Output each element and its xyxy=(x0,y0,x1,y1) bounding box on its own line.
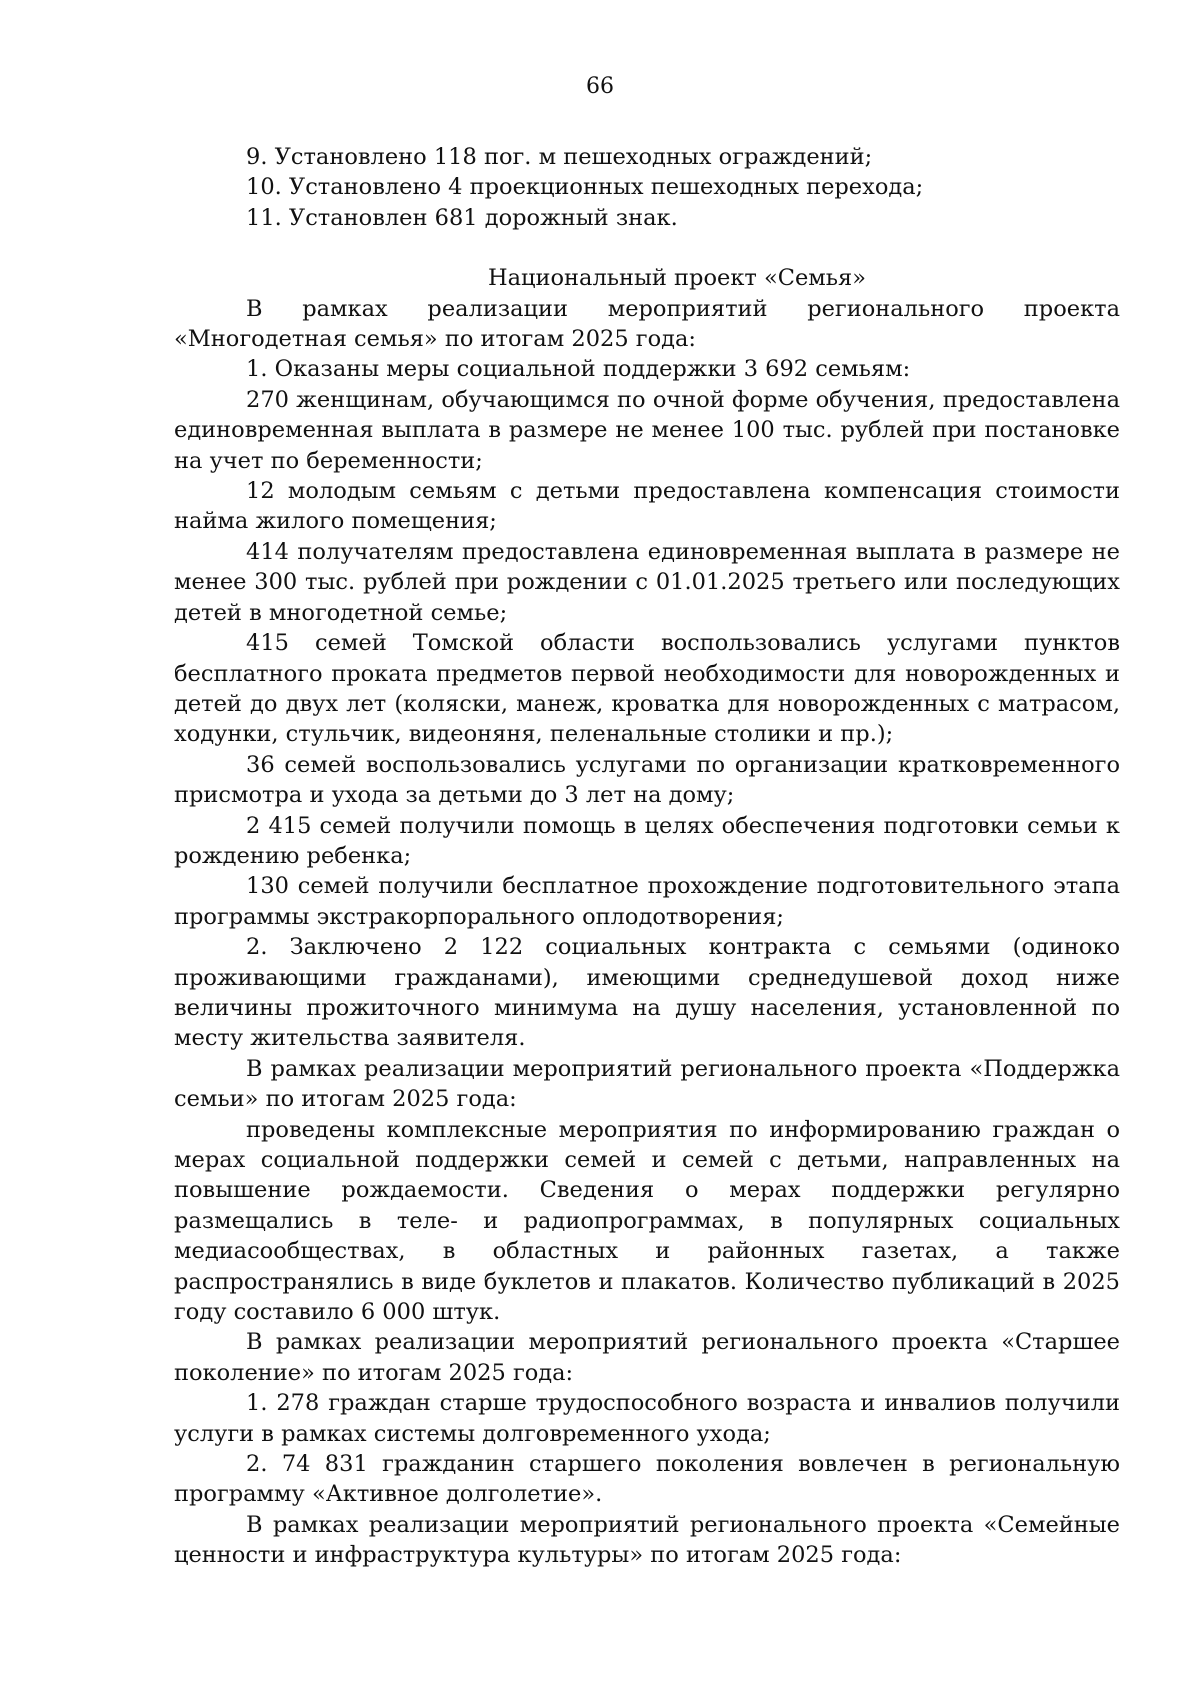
paragraph: 2. 74 831 гражданин старшего поколения вовлечен в региональную программу «Активное долголетие». xyxy=(174,1451,1120,1508)
paragraph: 1. Оказаны меры социальной поддержки 3 692 семьям: xyxy=(246,356,911,383)
page-number: 66 xyxy=(586,74,614,99)
document-body xyxy=(174,142,1120,1571)
paragraph: 2. Заключено 2 122 социальных контракта с семьями (одиноко проживающими гражданами), имеющими среднедушевой доход ниже величины прожиточного минимума на душу населения, установленной по месту жительства заявителя. xyxy=(174,934,1120,1052)
paragraph: В рамках реализации мероприятий регионального проекта «Многодетная семья» по итогам 2025 года: xyxy=(174,295,1120,353)
list-item: 9. Установлено 118 пог. м пешеходных ограждений; xyxy=(246,144,873,170)
paragraph: 415 семей Томской области воспользовались услугами пунктов бесплатного проката предметов первой необходимости для новорожденных и детей до двух лет (коляски, манеж, кроватка для новорожденных с матрасом, ходунки, стульчик, видеоняня, пеленальные столики и пр.); xyxy=(174,630,1120,748)
list-item: 11. Установлен 681 дорожный знак. xyxy=(246,204,678,231)
paragraph: В рамках реализации мероприятий регионального проекта «Старшее поколение» по итогам 2025 года: xyxy=(174,1329,1120,1386)
section-heading: Национальный проект «Семья» xyxy=(488,265,866,292)
paragraph: 130 семей получили бесплатное прохождение подготовительного этапа программы экстракорпорального оплодотворения; xyxy=(174,873,1120,930)
paragraph: 414 получателям предоставлена единовременная выплата в размере не менее 300 тыс. рублей при рождении с 01.01.2025 третьего или последующих детей в многодетной семье; xyxy=(174,538,1120,626)
list-item: 10. Установлено 4 проекционных пешеходных перехода; xyxy=(246,174,924,201)
spacer xyxy=(174,233,1120,263)
paragraph: 12 молодым семьям с детьми предоставлена компенсация стоимости найма жилого помещения; xyxy=(174,478,1120,535)
paragraph: 2 415 семей получили помощь в целях обеспечения подготовки семьи к рождению ребенка; xyxy=(174,812,1120,869)
paragraph: 1. 278 граждан старше трудоспособного возраста и инвалиов получили услуги в рамках системы долговременного ухода; xyxy=(174,1390,1120,1447)
paragraph: 270 женщинам, обучающимся по очной форме обучения, предоставлена единовременная выплата в размере не менее 100 тыс. рублей при постановке на учет по беременности; xyxy=(174,386,1120,474)
paragraph: проведены комплексные мероприятия по информированию граждан о мерах социальной поддержки семей и семей с детьми, направленных на повышение рождаемости. Сведения о мерах поддержки регулярно размещались в теле- и радиопрограммах, в популярных социальных медиасообществах, в областных и районных газетах, а также распространялись в виде буклетов и плакатов. Количество публикаций в 2025 году составило 6 000 штук. xyxy=(174,1116,1120,1326)
paragraph: В рамках реализации мероприятий регионального проекта «Семейные ценности и инфраструктура культуры» по итогам 2025 года: xyxy=(174,1511,1120,1569)
paragraph: 36 семей воспользовались услугами по организации кратковременного присмотра и ухода за детьми до 3 лет на дому; xyxy=(174,751,1120,809)
paragraph: В рамках реализации мероприятий регионального проекта «Поддержка семьи» по итогам 2025 года: xyxy=(174,1055,1120,1113)
